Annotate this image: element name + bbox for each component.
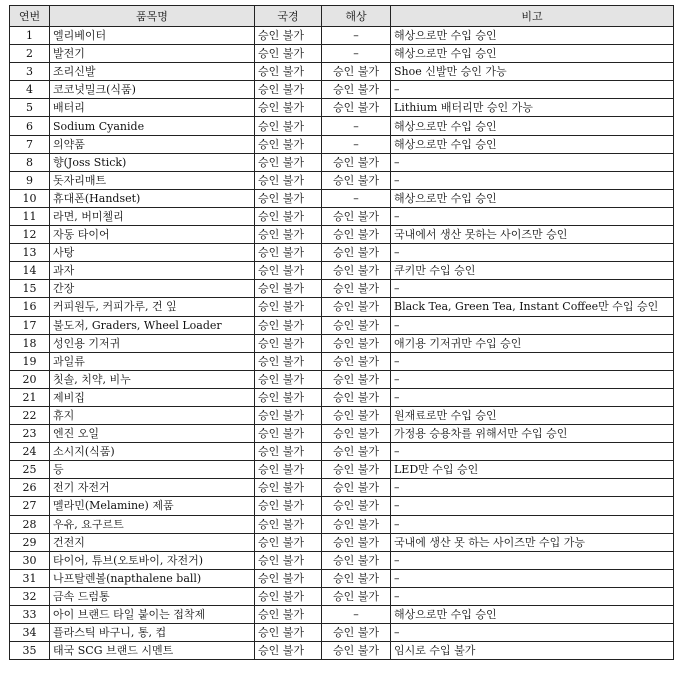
cell-item: 등 (50, 461, 255, 479)
cell-item: 엔진 오일 (50, 425, 255, 443)
cell-note: 임시로 수입 불가 (391, 642, 674, 660)
cell-note: – (391, 352, 674, 370)
table-row (10, 606, 674, 624)
table-row (10, 515, 674, 533)
cell-domestic: 승인 불가 (255, 334, 322, 352)
cell-domestic: 승인 불가 (255, 406, 322, 424)
cell-no: 33 (10, 606, 50, 624)
cell-sea: 승인 불가 (322, 334, 391, 352)
header-no: 연번 (10, 6, 50, 27)
table-row (10, 99, 674, 117)
cell-note: – (391, 569, 674, 587)
cell-domestic: 승인 불가 (255, 298, 322, 316)
cell-no: 7 (10, 135, 50, 153)
table-row (10, 587, 674, 605)
cell-note: 쿠키만 수입 승인 (391, 262, 674, 280)
cell-domestic: 승인 불가 (255, 45, 322, 63)
cell-no: 12 (10, 226, 50, 244)
header-item: 품목명 (50, 6, 255, 27)
cell-no: 6 (10, 117, 50, 135)
cell-sea: – (322, 606, 391, 624)
cell-item: 우유, 요구르트 (50, 515, 255, 533)
cell-no: 11 (10, 207, 50, 225)
table-row (10, 533, 674, 551)
cell-domestic: 승인 불가 (255, 624, 322, 642)
cell-no: 29 (10, 533, 50, 551)
cell-no: 5 (10, 99, 50, 117)
cell-item: 금속 드럼통 (50, 587, 255, 605)
cell-note: 해상으로만 수입 승인 (391, 189, 674, 207)
cell-sea: 승인 불가 (322, 226, 391, 244)
cell-no: 34 (10, 624, 50, 642)
cell-note: 해상으로만 수입 승인 (391, 27, 674, 45)
table-row (10, 27, 674, 45)
table-row (10, 624, 674, 642)
table-header (10, 6, 674, 27)
cell-note: 해상으로만 수입 승인 (391, 135, 674, 153)
cell-note: – (391, 515, 674, 533)
table-body (10, 27, 674, 660)
table-row (10, 117, 674, 135)
cell-no: 4 (10, 81, 50, 99)
cell-item: 커피원두, 커피가루, 건 잎 (50, 298, 255, 316)
cell-note: – (391, 370, 674, 388)
cell-note: – (391, 551, 674, 569)
table-row (10, 226, 674, 244)
table-row (10, 81, 674, 99)
table-row (10, 280, 674, 298)
cell-note: 국내에서 생산 못하는 사이즈만 승인 (391, 226, 674, 244)
cell-note: 애기용 기저귀만 수입 승인 (391, 334, 674, 352)
cell-domestic: 승인 불가 (255, 388, 322, 406)
cell-item: 멜라민(Melamine) 제품 (50, 497, 255, 515)
cell-domestic: 승인 불가 (255, 262, 322, 280)
table-row (10, 298, 674, 316)
cell-no: 23 (10, 425, 50, 443)
cell-sea: – (322, 45, 391, 63)
cell-item: 배터리 (50, 99, 255, 117)
header-row (10, 6, 674, 27)
cell-no: 10 (10, 189, 50, 207)
cell-domestic: 승인 불가 (255, 226, 322, 244)
cell-no: 8 (10, 153, 50, 171)
table-row (10, 569, 674, 587)
cell-note: – (391, 207, 674, 225)
cell-sea: 승인 불가 (322, 63, 391, 81)
table-row (10, 189, 674, 207)
table-row (10, 497, 674, 515)
cell-sea: 승인 불가 (322, 497, 391, 515)
cell-domestic: 승인 불가 (255, 99, 322, 117)
cell-item: 타이어, 튜브(오토바이, 자전거) (50, 551, 255, 569)
cell-domestic: 승인 불가 (255, 551, 322, 569)
header-note: 비고 (391, 6, 674, 27)
cell-sea: 승인 불가 (322, 153, 391, 171)
cell-note: 가정용 승용차를 위해서만 수입 승인 (391, 425, 674, 443)
cell-note: 해상으로만 수입 승인 (391, 606, 674, 624)
cell-no: 2 (10, 45, 50, 63)
cell-note: 해상으로만 수입 승인 (391, 117, 674, 135)
cell-domestic: 승인 불가 (255, 117, 322, 135)
table-row (10, 63, 674, 81)
cell-domestic: 승인 불가 (255, 443, 322, 461)
cell-sea: 승인 불가 (322, 587, 391, 605)
table-row (10, 135, 674, 153)
cell-item: 자동 타이어 (50, 226, 255, 244)
table-row (10, 207, 674, 225)
cell-domestic: 승인 불가 (255, 606, 322, 624)
cell-note: 국내에 생산 못 하는 사이즈만 수입 가능 (391, 533, 674, 551)
cell-domestic: 승인 불가 (255, 207, 322, 225)
cell-item: 성인용 기저귀 (50, 334, 255, 352)
cell-note: 원재료로만 수입 승인 (391, 406, 674, 424)
table-row (10, 45, 674, 63)
cell-domestic: 승인 불가 (255, 135, 322, 153)
cell-note: – (391, 624, 674, 642)
cell-item: 조리신발 (50, 63, 255, 81)
cell-sea: – (322, 135, 391, 153)
cell-note: – (391, 81, 674, 99)
table-row (10, 244, 674, 262)
cell-domestic: 승인 불가 (255, 153, 322, 171)
cell-sea: 승인 불가 (322, 207, 391, 225)
cell-domestic: 승인 불가 (255, 425, 322, 443)
cell-no: 19 (10, 352, 50, 370)
table-row (10, 642, 674, 660)
cell-domestic: 승인 불가 (255, 189, 322, 207)
cell-note: – (391, 497, 674, 515)
cell-domestic: 승인 불가 (255, 27, 322, 45)
cell-item: 향(Joss Stick) (50, 153, 255, 171)
cell-item: 엘리베이터 (50, 27, 255, 45)
cell-item: 나프탈렌볼(napthalene ball) (50, 569, 255, 587)
table-row (10, 443, 674, 461)
table-row (10, 551, 674, 569)
cell-sea: 승인 불가 (322, 533, 391, 551)
cell-item: Sodium Cyanide (50, 117, 255, 135)
table-row (10, 171, 674, 189)
table-row (10, 479, 674, 497)
table-row (10, 425, 674, 443)
table-row (10, 406, 674, 424)
cell-item: 과자 (50, 262, 255, 280)
cell-no: 17 (10, 316, 50, 334)
cell-note: Lithium 배터리만 승인 가능 (391, 99, 674, 117)
cell-item: 소시지(식품) (50, 443, 255, 461)
cell-sea: – (322, 117, 391, 135)
table-row (10, 262, 674, 280)
cell-sea: 승인 불가 (322, 298, 391, 316)
table-row (10, 388, 674, 406)
cell-sea: 승인 불가 (322, 425, 391, 443)
cell-no: 3 (10, 63, 50, 81)
cell-item: 휴지 (50, 406, 255, 424)
cell-note: Shoe 신발만 승인 가능 (391, 63, 674, 81)
cell-sea: 승인 불가 (322, 262, 391, 280)
table-row (10, 461, 674, 479)
cell-item: 칫솔, 치약, 비누 (50, 370, 255, 388)
cell-no: 1 (10, 27, 50, 45)
cell-sea: – (322, 27, 391, 45)
table-row (10, 370, 674, 388)
cell-domestic: 승인 불가 (255, 497, 322, 515)
cell-no: 15 (10, 280, 50, 298)
cell-sea: 승인 불가 (322, 316, 391, 334)
cell-domestic: 승인 불가 (255, 352, 322, 370)
cell-item: 플라스틱 바구니, 통, 컵 (50, 624, 255, 642)
cell-domestic: 승인 불가 (255, 533, 322, 551)
cell-domestic: 승인 불가 (255, 171, 322, 189)
cell-no: 13 (10, 244, 50, 262)
cell-no: 26 (10, 479, 50, 497)
table-row (10, 352, 674, 370)
cell-item: 과일류 (50, 352, 255, 370)
header-sea: 해상 (322, 6, 391, 27)
header-domestic: 국경 (255, 6, 322, 27)
cell-item: 아이 브랜드 타일 붙이는 접착제 (50, 606, 255, 624)
cell-note: – (391, 316, 674, 334)
cell-sea: 승인 불가 (322, 171, 391, 189)
cell-sea: 승인 불가 (322, 443, 391, 461)
cell-item: 전기 자전거 (50, 479, 255, 497)
cell-no: 22 (10, 406, 50, 424)
cell-item: 태국 SCG 브랜드 시멘트 (50, 642, 255, 660)
cell-domestic: 승인 불가 (255, 244, 322, 262)
cell-note: – (391, 244, 674, 262)
cell-item: 발전기 (50, 45, 255, 63)
cell-domestic: 승인 불가 (255, 642, 322, 660)
cell-item: 휴대폰(Handset) (50, 189, 255, 207)
cell-sea: 승인 불가 (322, 479, 391, 497)
cell-sea: 승인 불가 (322, 352, 391, 370)
cell-note: – (391, 587, 674, 605)
cell-sea: 승인 불가 (322, 642, 391, 660)
cell-item: 불도저, Graders, Wheel Loader (50, 316, 255, 334)
cell-domestic: 승인 불가 (255, 370, 322, 388)
cell-no: 27 (10, 497, 50, 515)
cell-no: 32 (10, 587, 50, 605)
cell-no: 28 (10, 515, 50, 533)
document-page (9, 5, 673, 660)
cell-sea: 승인 불가 (322, 624, 391, 642)
cell-note: Black Tea, Green Tea, Instant Coffee만 수입 승인 (391, 298, 674, 316)
cell-no: 25 (10, 461, 50, 479)
cell-sea: 승인 불가 (322, 406, 391, 424)
cell-note: – (391, 479, 674, 497)
cell-note: – (391, 388, 674, 406)
cell-domestic: 승인 불가 (255, 515, 322, 533)
cell-sea: 승인 불가 (322, 99, 391, 117)
cell-sea: 승인 불가 (322, 280, 391, 298)
cell-no: 14 (10, 262, 50, 280)
cell-item: 제비집 (50, 388, 255, 406)
cell-sea: 승인 불가 (322, 388, 391, 406)
cell-domestic: 승인 불가 (255, 479, 322, 497)
cell-no: 24 (10, 443, 50, 461)
table-row (10, 316, 674, 334)
cell-item: 라면, 버미첼리 (50, 207, 255, 225)
cell-sea: 승인 불가 (322, 515, 391, 533)
cell-note: LED만 수입 승인 (391, 461, 674, 479)
cell-note: – (391, 171, 674, 189)
cell-sea: 승인 불가 (322, 81, 391, 99)
cell-note: – (391, 280, 674, 298)
cell-no: 18 (10, 334, 50, 352)
cell-item: 돗자리매트 (50, 171, 255, 189)
cell-item: 의약품 (50, 135, 255, 153)
cell-item: 코코넛밀크(식품) (50, 81, 255, 99)
cell-no: 31 (10, 569, 50, 587)
cell-no: 30 (10, 551, 50, 569)
cell-note: – (391, 443, 674, 461)
cell-domestic: 승인 불가 (255, 587, 322, 605)
cell-note: 해상으로만 수입 승인 (391, 45, 674, 63)
cell-item: 간장 (50, 280, 255, 298)
cell-domestic: 승인 불가 (255, 280, 322, 298)
table-row (10, 334, 674, 352)
cell-sea: 승인 불가 (322, 569, 391, 587)
cell-domestic: 승인 불가 (255, 316, 322, 334)
cell-no: 9 (10, 171, 50, 189)
cell-sea: 승인 불가 (322, 244, 391, 262)
cell-no: 35 (10, 642, 50, 660)
cell-no: 20 (10, 370, 50, 388)
cell-item: 건전지 (50, 533, 255, 551)
cell-sea: 승인 불가 (322, 461, 391, 479)
cell-item: 사탕 (50, 244, 255, 262)
table-row (10, 153, 674, 171)
cell-sea: 승인 불가 (322, 370, 391, 388)
cell-domestic: 승인 불가 (255, 63, 322, 81)
cell-sea: – (322, 189, 391, 207)
cell-domestic: 승인 불가 (255, 81, 322, 99)
cell-note: – (391, 153, 674, 171)
cell-no: 16 (10, 298, 50, 316)
cell-domestic: 승인 불가 (255, 569, 322, 587)
cell-domestic: 승인 불가 (255, 461, 322, 479)
cell-sea: 승인 불가 (322, 551, 391, 569)
import-restriction-table (9, 5, 674, 660)
cell-no: 21 (10, 388, 50, 406)
